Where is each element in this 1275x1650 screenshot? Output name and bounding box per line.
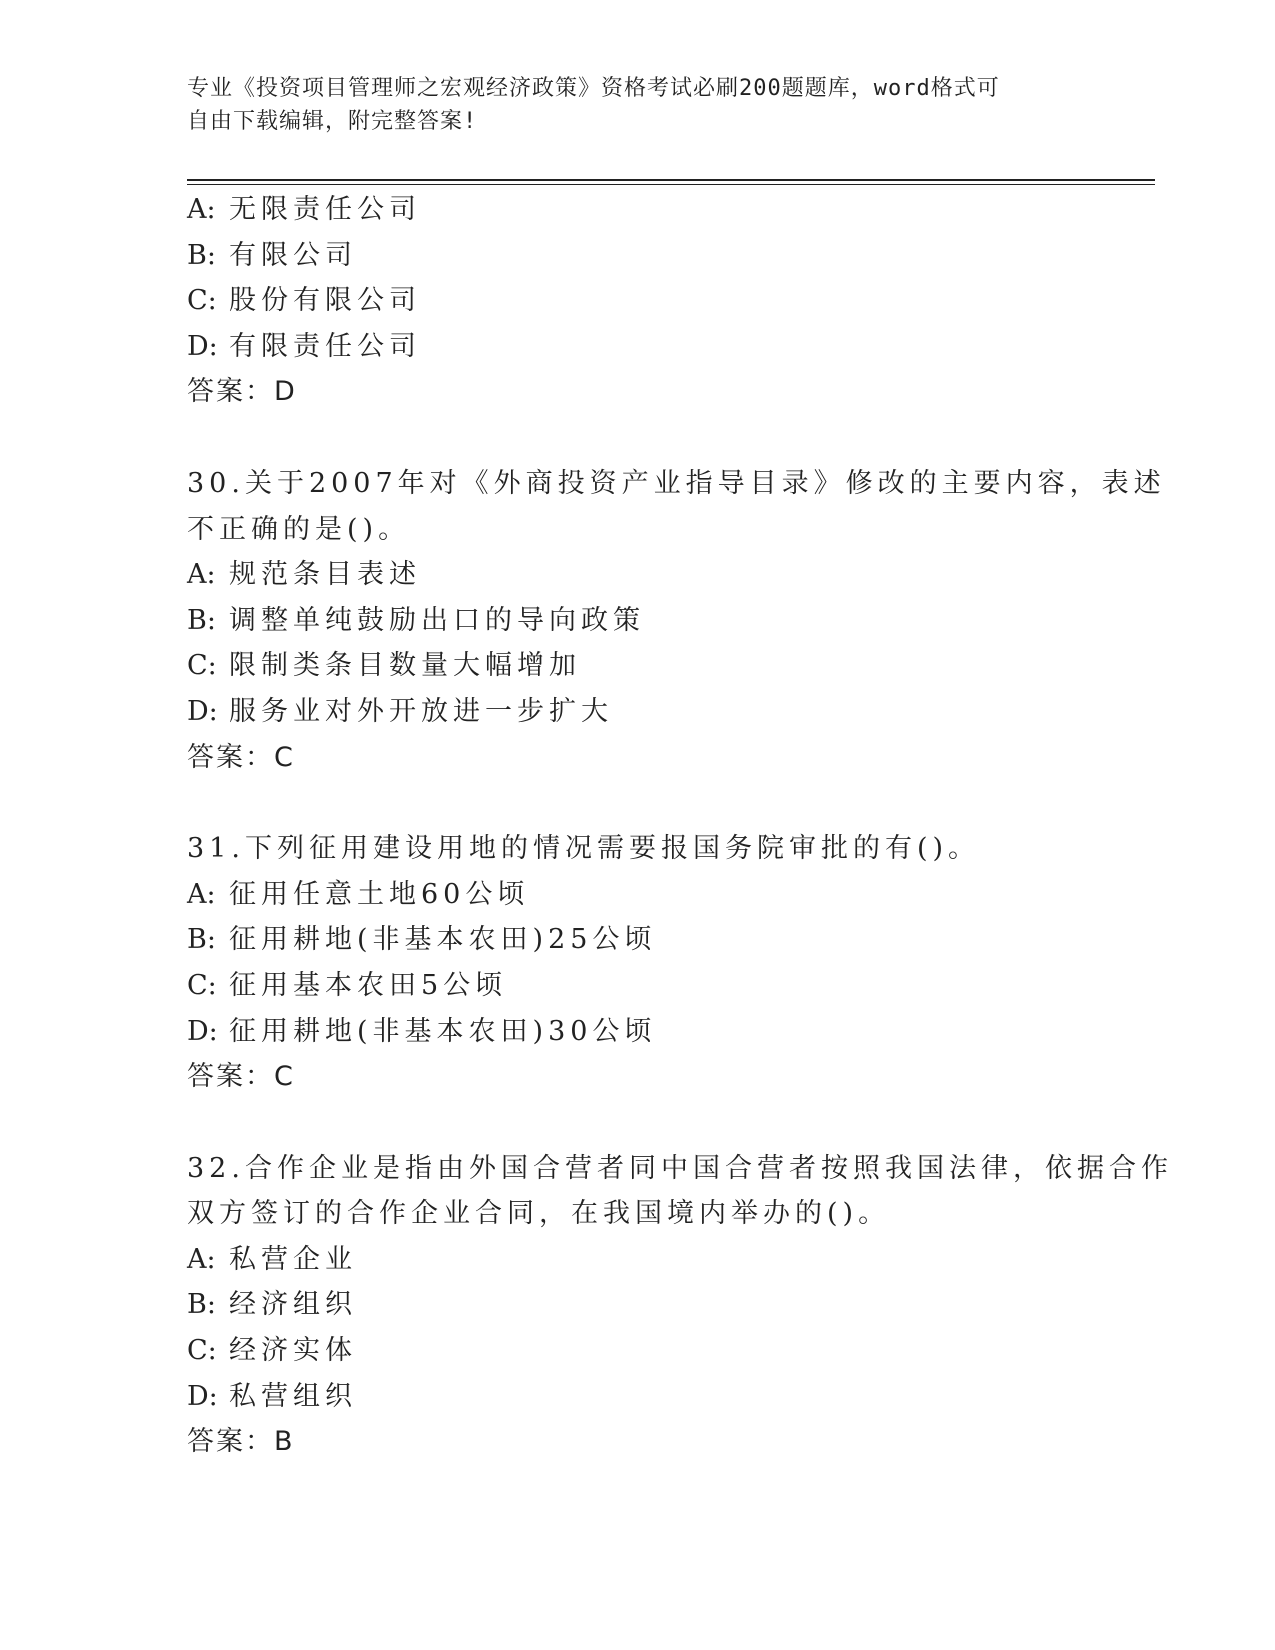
option-label: B: (187, 239, 216, 271)
option-text: 私营企业 (229, 1243, 357, 1275)
option-text: 调整单纯鼓励出口的导向政策 (229, 604, 645, 636)
option-c (187, 278, 1087, 324)
question-stem-line: 31.下列征用建设用地的情况需要报国务院审批的有()。 (187, 833, 981, 865)
option-label: C: (187, 650, 217, 682)
option-text: 征用任意土地60公顷 (229, 878, 530, 910)
option-label: A: (187, 878, 216, 910)
option-text: 征用基本农田5公顷 (229, 969, 508, 1001)
option-label: A: (187, 1243, 216, 1275)
option-text: 征用耕地(非基本农田)25公顷 (229, 924, 657, 956)
spacer (187, 415, 1087, 461)
question-stem-line: 30.关于2007年对《外商投资产业指导目录》修改的主要内容，表述 (187, 467, 1166, 499)
question-29-continued (187, 187, 1087, 415)
question-stem-line: 双方签订的合作企业合同，在我国境内举办的()。 (187, 1198, 891, 1230)
option-c (187, 963, 1087, 1009)
option-label: C: (187, 285, 217, 317)
question-stem-line: 不正确的是()。 (187, 513, 411, 545)
option-label: D: (187, 1015, 218, 1047)
option-label: C: (187, 969, 217, 1001)
option-d (187, 689, 1087, 735)
option-label: A: (187, 559, 216, 591)
answer-line: 答案：B (187, 1426, 295, 1458)
option-c (187, 1328, 1087, 1374)
option-text: 无限责任公司 (229, 194, 421, 225)
question-list (187, 187, 1173, 1465)
spacer (187, 780, 1087, 826)
option-text: 经济组织 (229, 1289, 357, 1321)
header-line-1: 专业《投资项目管理师之宏观经济政策》资格考试必刷200题题库，word格式可 (187, 76, 1000, 101)
option-text: 有限责任公司 (229, 330, 421, 362)
option-text: 股份有限公司 (229, 285, 421, 317)
question-31 (187, 826, 1087, 1100)
option-label: D: (187, 1380, 218, 1412)
option-b (187, 1282, 1087, 1328)
option-d (187, 1009, 1087, 1055)
question-30 (187, 461, 1166, 780)
option-text: 私营组织 (229, 1380, 357, 1412)
option-label: B: (187, 924, 216, 956)
option-b (187, 233, 1087, 279)
option-label: D: (187, 695, 218, 727)
option-label: A: (187, 194, 216, 225)
question-stem-line: 32.合作企业是指由外国合营者同中国合营者按照我国法律，依据合作 (187, 1152, 1173, 1184)
answer-line: 答案：C (187, 741, 295, 773)
option-b (187, 917, 1087, 963)
spacer (187, 1100, 1087, 1146)
option-text: 经济实体 (229, 1335, 357, 1367)
option-b (187, 598, 1087, 644)
option-text: 规范条目表述 (229, 559, 421, 591)
option-text: 征用耕地(非基本农田)30公顷 (229, 1015, 657, 1047)
option-label: C: (187, 1335, 217, 1367)
option-c (187, 643, 1087, 689)
option-text: 有限公司 (229, 239, 357, 271)
option-d (187, 324, 1087, 370)
option-label: D: (187, 330, 218, 362)
answer-line: 答案：C (187, 1061, 295, 1093)
option-label: B: (187, 1289, 216, 1321)
option-a (187, 872, 1087, 918)
header-rule-thin (187, 184, 1155, 185)
answer-line: 答案：D (187, 376, 297, 408)
page-header (187, 72, 1067, 138)
option-a (187, 187, 1087, 233)
option-a (187, 552, 1087, 598)
header-rule-thick (187, 179, 1155, 181)
option-label: B: (187, 604, 216, 636)
option-text: 服务业对外开放进一步扩大 (229, 695, 613, 727)
header-line-2: 自由下载编辑，附完整答案! (187, 109, 478, 134)
option-a (187, 1237, 1087, 1283)
option-text: 限制类条目数量大幅增加 (229, 650, 581, 682)
question-32 (187, 1146, 1173, 1465)
option-d (187, 1374, 1087, 1420)
